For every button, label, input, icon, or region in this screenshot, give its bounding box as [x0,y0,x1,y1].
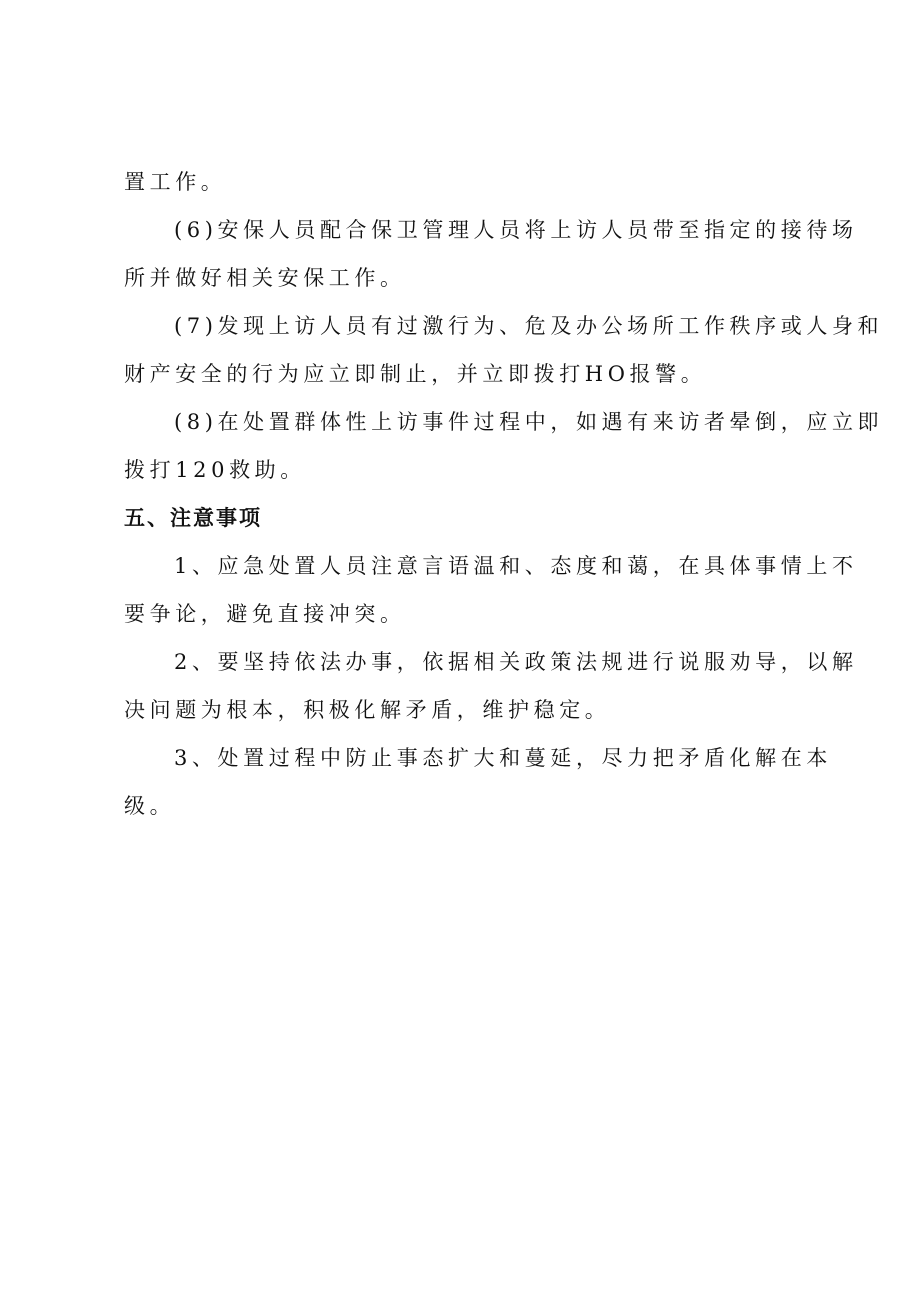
text-line: 决问题为根本，积极化解矛盾，维护稳定。 [124,698,611,722]
paragraph-item-6: (6)安保人员配合保卫管理人员将上访人员带至指定的接待场 [174,218,858,242]
paragraph-item-8: (8)在处置群体性上访事件过程中，如遇有来访者晕倒，应立即 [174,410,884,434]
text-line: 级。 [124,794,176,818]
text-line: 拨打120救助。 [124,458,306,482]
section-heading: 五、注意事项 [124,506,262,530]
document-body [124,158,884,830]
text-line: 财产安全的行为应立即制止，并立即拨打HO报警。 [124,362,707,386]
note-item-2: 2、要坚持依法办事，依据相关政策法规进行说服劝导，以解 [174,650,858,674]
note-item-3: 3、处置过程中防止事态扩大和蔓延，尽力把矛盾化解在本 [174,746,832,770]
text-line: 置工作。 [124,170,227,194]
paragraph-item-7: (7)发现上访人员有过激行为、危及办公场所工作秩序或人身和 [174,314,884,338]
text-line: 要争论，避免直接冲突。 [124,602,406,626]
note-item-1: 1、应急处置人员注意言语温和、态度和蔼，在具体事情上不 [174,554,858,578]
text-line: 所并做好相关安保工作。 [124,266,406,290]
